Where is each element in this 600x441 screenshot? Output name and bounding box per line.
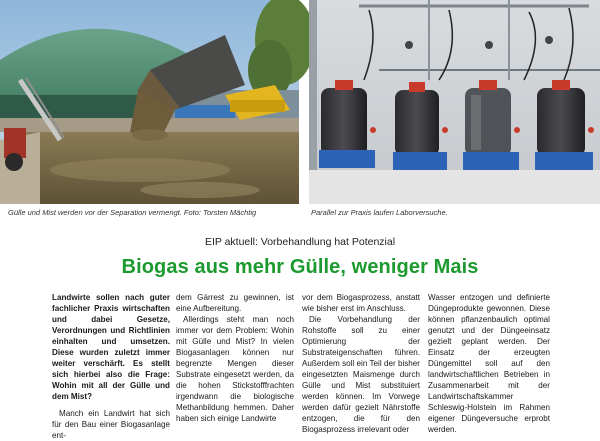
body-paragraph: vor dem Biogasprozess, anstatt wie bisher erst im Anschluss. xyxy=(302,293,420,313)
text-column-3 xyxy=(302,292,420,434)
body-paragraph: Die Vorbehandlung der Rohstoffe soll zu einer Optimierung der Substrateigenschaften führen. Außerdem soll ein Teil der bisher eingesetzten Maismenge durch Gülle und Mist substituiert werden können. Im Vorwege werden dafür gezielt Nährstoffe entzogen, die für den Biogasprozess irrelevant oder xyxy=(302,315,420,434)
body-paragraph: Wasser entzogen und definierte Düngeprodukte gewonnen. Diese können pflanzenbaulich optimal genutzt und der Düngeeinsatz gezielt geplant werden. Der Einsatz der erzeugten Düngemittel soll auf den landwirtschaftlichen Betrieben in Zusammenarbeit mit der Landwirtschaftskammer Schleswig-Holstein im Rahmen eigener Düngeversuche erprobt werden. xyxy=(428,293,550,434)
caption-right: Parallel zur Praxis laufen Laborversuche. xyxy=(311,208,448,217)
text-column-1 xyxy=(52,292,170,440)
text-column-2 xyxy=(176,292,294,423)
body-paragraph: Allerdings steht man noch immer vor dem Problem: Wohin mit Gülle und Mist? In vielen Biogasanlagen können nur begrenzte Mengen dieser Substrate eingesetzt werden, da die hohen Stickstofffrachten irgendwann die biologische Methanbildung hemmen. Daher haben sich einige Landwirte xyxy=(176,315,294,423)
article-headline: Biogas aus mehr Gülle, weniger Mais xyxy=(121,256,479,278)
photo-lab-experiments xyxy=(309,0,600,204)
caption-left: Gülle und Mist werden vor der Separation vermengt. Foto: Torsten Mächtig xyxy=(8,208,257,217)
photo-manure-mixing xyxy=(0,0,299,204)
article-kicker: EIP aktuell: Vorbehandlung hat Potenzial xyxy=(204,236,396,248)
text-column-4 xyxy=(428,292,550,434)
body-paragraph: dem Gärrest zu gewinnen, ist eine Aufbereitung. xyxy=(176,293,294,313)
body-paragraph: Manch ein Landwirt hat sich für den Bau einer Biogasanlage ent- xyxy=(52,409,170,440)
lead-paragraph: Landwirte sollen nach guter fachlicher Praxis wirtschaften und dabei Gesetze, Verordnungen und Richtlinien einhalten und umsetzen. Diese wurden zuletzt immer weiter verschärft. Es stellt sich hierbei also die Frage: Wohin mit all der Gülle und dem Mist? xyxy=(52,293,170,401)
manure-mixing-illustration xyxy=(0,0,299,204)
lab-reactors-illustration xyxy=(309,0,600,204)
